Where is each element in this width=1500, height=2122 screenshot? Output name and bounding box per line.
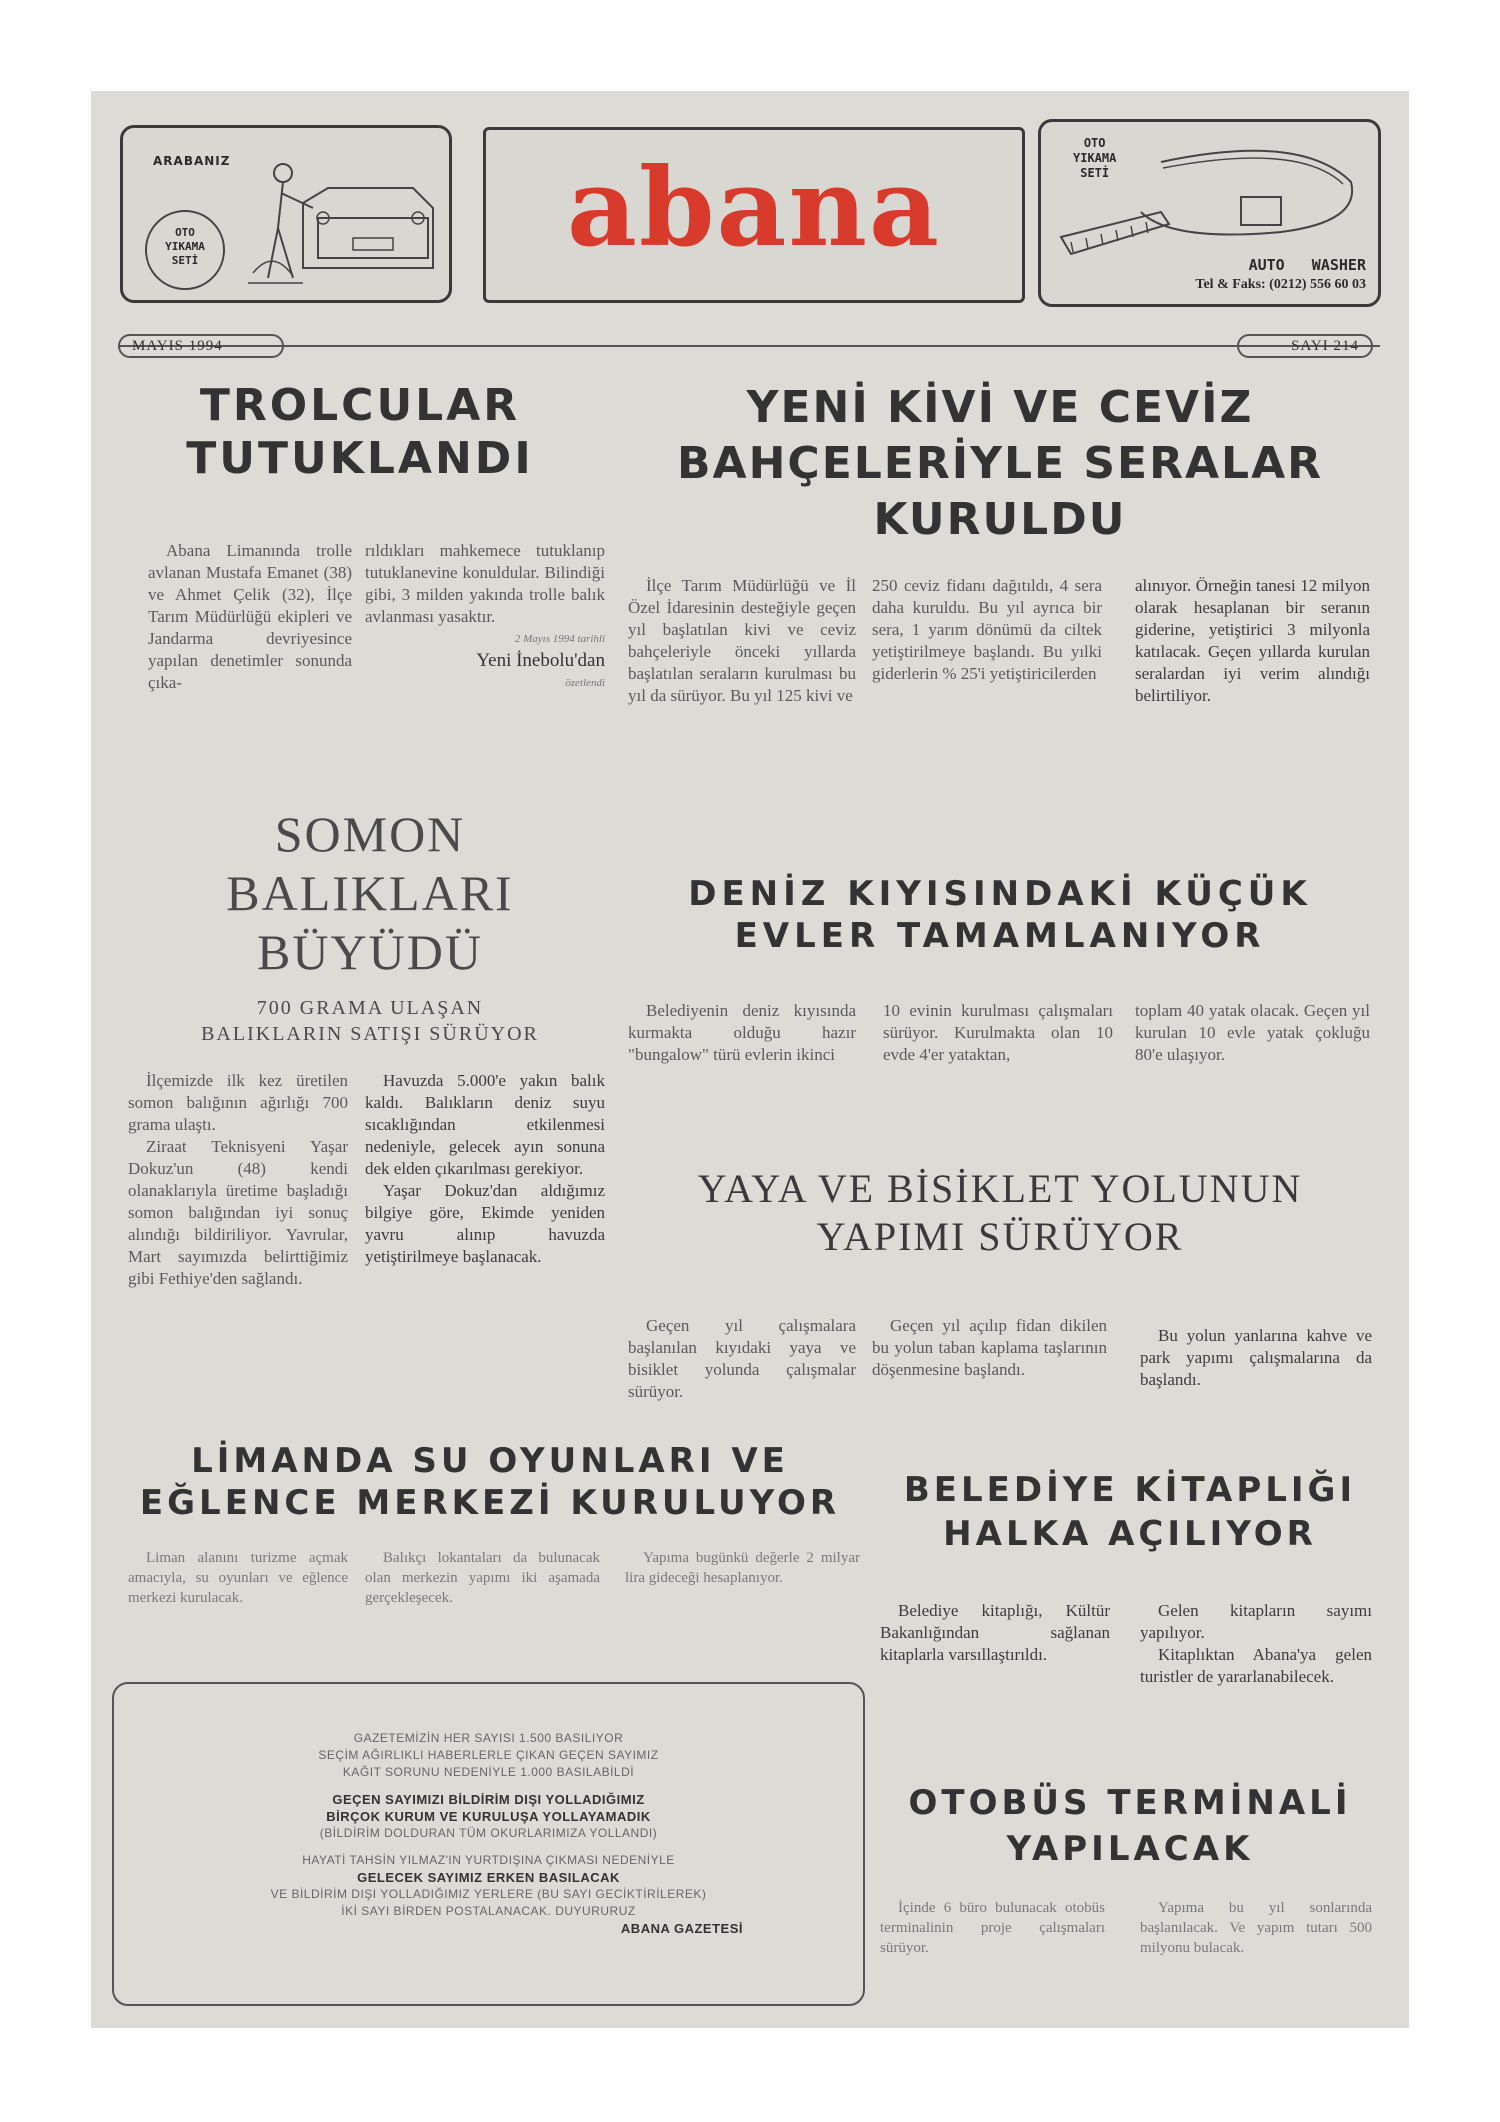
article-text: İçinde 6 büro bulunacak otobüs terminalinin proje çalışmaları sürüyor. (880, 1900, 1105, 1956)
issue-number: SAYI 214 (1237, 334, 1373, 358)
article-text: alınıyor. Örneğin tanesi 12 milyon olarak hesaplanan bir seranın giderine, yetiştirici 3 milyonla katılacak. Geçen yıllarda kurulan seralardan iyi verim alındığı belirtiliyor. (1135, 576, 1370, 705)
article-text: toplam 40 yatak olacak. Geçen yıl kurulan 10 evle yatak çokluğu 80'e ulaşıyor. (1135, 1001, 1370, 1064)
notice-line: GAZETEMİZİN HER SAYISI 1.500 BASILIYOR (353, 1731, 624, 1745)
publisher-notice-box (112, 1682, 865, 2006)
article-text: Yapıma bu yıl sonlarında başlanılacak. Ve yapım tutarı 500 milyonu bulacak. (1140, 1900, 1372, 1956)
trolcular-col-2 (365, 540, 605, 694)
subhead-somon (130, 995, 610, 1047)
article-text: Kitaplıktan Abana'ya gelen turistler de yararlanabilecek. (1140, 1645, 1372, 1686)
headline-kivi (640, 380, 1360, 548)
article-text: Gelen kitapların sayımı yapılıyor. (1140, 1601, 1372, 1642)
car-wash-illustration (233, 148, 443, 293)
ad-line: YIKAMA (1073, 151, 1117, 165)
issue-date: MAYIS 1994 (118, 334, 284, 358)
article-text: Abana Limanında trolle avlanan Mustafa Emanet (38) ve Ahmet Çelik (32), İlçe Tarım Müdürlüğü ekipleri ve Jandarma devriyesince yapılan denetimler sonunda çıka- (148, 541, 352, 692)
headline-line: TROLCULAR (199, 380, 521, 431)
ad-line: OTO (1083, 136, 1106, 150)
deniz-col-1 (628, 1000, 856, 1066)
headline-line: BALIKLARI (226, 865, 514, 921)
headline-line: BAHÇELERİYLE SERALAR (676, 438, 1324, 489)
headline-line: BÜYÜDÜ (257, 924, 483, 980)
headline-line: OTOBÜS TERMİNALİ (908, 1783, 1352, 1823)
ad-header: ARABANIZ (153, 154, 231, 168)
article-text: Ziraat Teknisyeni Yaşar Dokuz'un (48) kendi olanaklarıyla üretime başladığı somon balığından iyi sonuç alındığı bildiriliyor. Yavrular, Mart sayımızda belirttiğimiz gibi Fethiye'den sağlandı. (128, 1137, 348, 1288)
notice-line: SEÇİM AĞIRLIKLI HABERLERLE ÇIKAN GEÇEN SAYIMIZ (318, 1748, 659, 1762)
headline-deniz (630, 873, 1370, 957)
masthead-title-box (483, 127, 1025, 303)
badge-line: SETİ (171, 254, 199, 267)
yaya-col-1 (628, 1315, 856, 1403)
limanda-col-2 (365, 1548, 600, 1608)
source-name: Yeni İnebolu'dan (476, 650, 605, 671)
article-text: İlçe Tarım Müdürlüğü ve İl Özel İdaresinin desteğiyle geçen yıl başlatılan kivi ve ceviz bahçeleriyle önceki yıllarda başlatılan seraların kurulması bu yıl da sürüyor. Bu yıl 125 kivi ve (628, 576, 856, 705)
ad-line: SETİ (1080, 166, 1110, 180)
headline-otobus (890, 1780, 1370, 1872)
headline-limanda (120, 1440, 860, 1524)
article-text: Bu yolun yanlarına kahve ve park yapımı çalışmalarına da başlandı. (1140, 1326, 1372, 1389)
article-text: Geçen yıl çalışmalara başlanılan kıyıdaki yaya ve bisiklet yolunda çalışmalar sürüyor. (628, 1316, 856, 1401)
otobus-col-2 (1140, 1898, 1372, 1958)
headline-line: SOMON (274, 806, 466, 862)
article-text: 10 evinin kurulması çalışmaları sürüyor. Kurulmakta olan 10 evde 4'er yataktan, (883, 1001, 1113, 1064)
notice-line: BİRÇOK KURUM VE KURULUŞA YOLLAYAMADIK (326, 1809, 651, 1824)
article-text: Belediye kitaplığı, Kültür Bakanlığından sağlanan kitaplarla varsıllaştırıldı. (880, 1601, 1110, 1664)
yaya-col-2 (872, 1315, 1107, 1381)
article-text: Liman alanını turizme açmak amacıyla, su oyunları ve eğlence merkezi kurulacak. (128, 1550, 348, 1606)
kitaplik-col-2 (1140, 1600, 1372, 1688)
article-text: Yaşar Dokuz'dan aldığımız bilgiye göre, Ekimde yeniden yavru alınıp havuzda yetiştirilmeye başlanacak. (365, 1181, 605, 1266)
trolcular-col-1 (148, 540, 352, 694)
headline-yaya (630, 1165, 1370, 1261)
deniz-col-2 (883, 1000, 1113, 1066)
badge-line: YIKAMA (165, 240, 205, 253)
article-text: rıldıkları mahkemece tutuklanıp tutuklanevine konuldular. Bilindiği gibi, 3 milden yakında trolle balık avlanması yasaktır. (365, 541, 605, 626)
notice-line: (BİLDİRİM DOLDURAN TÜM OKURLARIMIZA YOLLANDI) (319, 1826, 658, 1840)
article-text: 250 ceviz fidanı dağıtıldı, 4 sera daha kuruldu. Bu yıl ayrıca bir sera, 1 yarım dönümü da ciltek yetiştirilmeye başlandı. Bu yılki giderlerin % 25'i yetiştiricilerden (872, 576, 1102, 683)
headline-line: BELEDİYE KİTAPLIĞI (903, 1470, 1357, 1510)
otobus-col-1 (880, 1898, 1105, 1958)
notice-line: GELECEK SAYIMIZ ERKEN BASILACAK (357, 1870, 620, 1885)
notice-signature: ABANA GAZETESİ (620, 1921, 743, 1936)
somon-col-1 (128, 1070, 348, 1290)
headline-line: DENİZ KIYISINDAKİ KÜÇÜK (688, 874, 1312, 914)
kitaplik-col-1 (880, 1600, 1110, 1666)
notice-line: VE BİLDİRİM DIŞI YOLLADIĞIMIZ YERLERE (BU SAYI GECİKTİRİLEREK) (270, 1887, 707, 1901)
badge-line: OTO (175, 226, 195, 239)
article-text: Belediyenin deniz kıyısında kurmakta olduğu hazır "bungalow" türü evlerin ikinci (628, 1001, 856, 1064)
article-text: Geçen yıl açılıp fidan dikilen bu yolun taban kaplama taşlarının döşenmesine başlandı. (872, 1316, 1107, 1379)
source-note: 2 Mayıs 1994 tarihli (514, 633, 605, 645)
notice-line: İKİ SAYI BİRDEN POSTALANACAK. DUYURURUZ (341, 1904, 636, 1918)
deniz-col-3 (1135, 1000, 1370, 1066)
headline-line: LİMANDA SU OYUNLARI VE (191, 1441, 789, 1481)
kivi-col-1 (628, 575, 856, 707)
somon-col-2 (365, 1070, 605, 1268)
headline-line: YAPIMI SÜRÜYOR (816, 1214, 1184, 1259)
ad-badge (145, 210, 225, 290)
kivi-col-3 (1135, 575, 1370, 707)
notice-line: KAĞIT SORUNU NEDENİYLE 1.000 BASILABİLDİ (342, 1765, 635, 1779)
ad-phone: Tel & Faks: (0212) 556 60 03 (1195, 277, 1366, 292)
article-text: Havuzda 5.000'e yakın balık kaldı. Balıkların deniz suyu sıcaklığından etkilenmesi nedeniyle, gelecek ayın sonuna dek elden çıkarılması gerekiyor. (365, 1071, 605, 1178)
source-tail: özetlendi (565, 677, 605, 689)
brush-hose-illustration (1051, 142, 1371, 262)
kivi-col-2 (872, 575, 1102, 685)
headline-trolcular (140, 380, 580, 486)
subhead-line: BALIKLARIN SATIŞI SÜRÜYOR (201, 1023, 539, 1045)
newspaper-title: abana (567, 145, 941, 271)
yaya-col-3 (1140, 1325, 1372, 1391)
headline-line: EVLER TAMAMLANIYOR (734, 916, 1266, 956)
article-text: Yapıma bugünkü değerle 2 milyar lira gideceği hesaplanıyor. (625, 1550, 860, 1586)
limanda-col-1 (128, 1548, 348, 1608)
source-line (365, 650, 605, 672)
headline-line: KURULDU (873, 494, 1127, 545)
headline-line: HALKA AÇILIYOR (943, 1514, 1317, 1554)
headline-line: YENİ KİVİ VE CEVİZ (746, 382, 1254, 433)
headline-kitaplik (890, 1468, 1370, 1556)
headline-somon (160, 805, 580, 982)
limanda-col-3 (625, 1548, 860, 1588)
article-text: Balıkçı lokantaları da bulunacak olan merkezin yapımı iki aşamada gerçekleşecek. (365, 1550, 600, 1606)
ad-brand-name: AUTO WASHER (1248, 256, 1366, 274)
notice-line: HAYATİ TAHSİN YILMAZ'IN YURTDIŞINA ÇIKMASI NEDENİYLE (302, 1853, 675, 1867)
notice-line: GEÇEN SAYIMIZI BİLDİRİM DIŞI YOLLADIĞIMIZ (332, 1792, 645, 1807)
headline-line: TUTUKLANDI (186, 432, 534, 484)
car-wash-ad-left (120, 125, 452, 303)
article-text: İlçemizde ilk kez üretilen somon balığının ağırlığı 700 grama ulaştı. (128, 1071, 348, 1134)
car-wash-ad-right (1038, 119, 1381, 307)
dateline-rule (118, 345, 1380, 347)
subhead-line: 700 GRAMA ULAŞAN (256, 997, 484, 1019)
headline-line: YAPILACAK (1006, 1829, 1254, 1869)
headline-line: YAYA VE BİSİKLET YOLUNUN (697, 1166, 1303, 1211)
headline-line: EĞLENCE MERKEZİ KURULUYOR (139, 1483, 841, 1523)
